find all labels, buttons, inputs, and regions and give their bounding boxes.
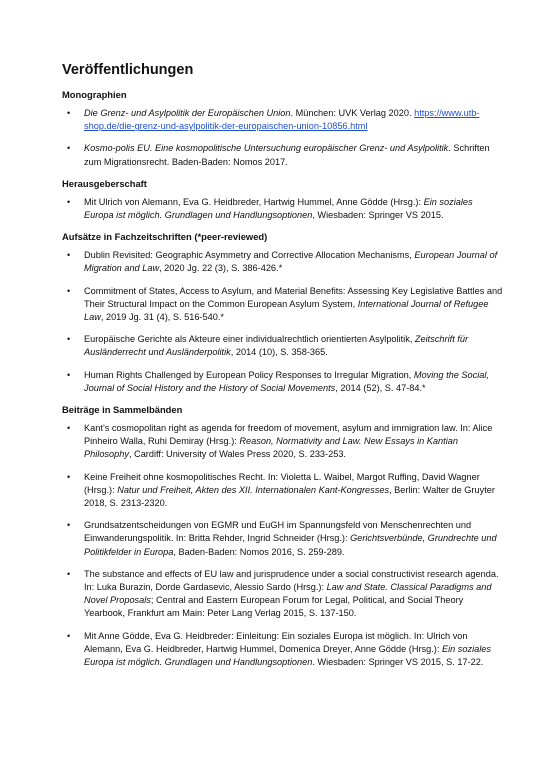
book-title: Reason, Normativity and Law. New Essays in Kantian Philosophy (84, 436, 458, 460)
citation-text: . München: UVK Verlag 2020. (290, 108, 415, 118)
citation-text: . Wiesbaden: Springer VS 2015, S. 17-22. (312, 657, 484, 668)
citation-text: Europäische Gerichte als Akteure einer individualrechtlich orientierten Asylpolitik, (84, 334, 415, 345)
publisher-link[interactable]: https://www.utb-shop.de/die-grenz-und-asylpolitik-der-europaischen-union-10856.html (84, 108, 480, 132)
list-item (62, 249, 503, 275)
citation-text: Commitment of States, Access to Asylum, and Material Benefits: Assessing Key Legislative Battles and Their Structural Impact on the Common European Asylum System, (84, 285, 503, 309)
list-item (62, 471, 503, 511)
list-item (62, 285, 503, 325)
list-item (62, 196, 503, 222)
journal-title: European Journal of Migration and Law (84, 250, 498, 274)
book-title: Natur und Freiheit, Akten des XII. Internationalen Kant-Kongresses (117, 484, 390, 495)
book-title: Kosmo-polis EU. Eine kosmopolitische Untersuchung europäischer Grenz- und Asylpolitik (84, 143, 449, 154)
list-item (62, 107, 503, 133)
book-title: Law and State. Classical Paradigms and Novel Proposals (84, 582, 492, 606)
list-item (62, 630, 503, 670)
citation-text: , 2020 Jg. 22 (3), S. 386-426.* (159, 263, 283, 274)
list-item (62, 422, 503, 462)
section-heading-monographien: Monographien (62, 89, 127, 100)
citation-text: Kant’s cosmopolitan right as agenda for freedom of movement, asylum and immigration law. In: Alice Pinheiro Walla, Ruhi Demiray (Hrsg.): (84, 423, 493, 447)
citation-text: The substance and effects of EU law and jurisprudence under a social constructivist research agenda. In: Luka Burazin, Dorde Gardasevic, Alessio Sardo (Hrsg.): (84, 568, 499, 593)
citation-text: Dublin Revisited: Geographic Asymmetry and Corrective Allocation Mechanisms, (84, 250, 415, 261)
book-title: Gerichtsverbünde, Grundrechte und Politikfelder in Europa (84, 533, 497, 557)
citation-text: Keine Freiheit ohne kosmopolitisches Recht. In: Violetta L. Waibel, Margot Ruffing, David Wagner (Hrsg.): (84, 471, 480, 495)
list-herausgeberschaft (62, 196, 503, 222)
journal-title: International Journal of Refugee Law (84, 298, 489, 323)
citation-text: , Baden-Baden: Nomos 2016, S. 259-289. (173, 546, 345, 557)
citation-text: , Berlin: Walter de Gruyter 2018, S. 2313-2320. (84, 484, 495, 509)
page-title: Veröffentlichungen (62, 62, 194, 78)
citation-text: Mit Anne Gödde, Eva G. Heidbreder: Einleitung: Ein soziales Europa ist möglich. In: Ulrich von Alemann, Eva G. Heidbreder, Hartwig Hummel, Domenica Dreyer, Anne Gödde (Hrsg.): (84, 630, 468, 654)
citation-text: ; Central and Eastern European Forum for Legal, Political, and Social Theory Yearbook, Frankfurt am Main: Peter Lang Verlag 2015, S. 137-150. (84, 595, 464, 619)
book-title: Ein soziales Europa ist möglich. Grundlagen und Handlungsoptionen (84, 643, 491, 668)
section-heading-aufsaetze: Aufsätze in Fachzeitschriften (*peer-reviewed) (62, 231, 268, 243)
citation-text: Human Rights Challenged by European Policy Responses to Irregular Migration, (84, 369, 414, 380)
section-heading-beitraege: Beiträge in Sammelbänden (62, 404, 183, 416)
list-beitraege (62, 422, 503, 669)
citation-text: , 2019 Jg. 31 (4), S. 516-540.* (100, 312, 224, 323)
book-title: Ein soziales Europa ist möglich. Grundlagen und Handlungsoptionen (84, 196, 473, 221)
book-title: Die Grenz- und Asylpolitik der Europäischen Union (84, 108, 291, 118)
citation-text: , 2014 (52), S. 47-84.* (335, 382, 426, 393)
journal-title: Zeitschrift für Ausländerrecht und Ausländerpolitik (84, 334, 469, 358)
list-item (62, 568, 503, 621)
list-item (62, 519, 503, 559)
citation-text: , Wiesbaden: Springer VS 2015. (312, 210, 444, 221)
list-monographien (62, 107, 503, 169)
journal-title: Moving the Social, Journal of Social History and the History of Social Movements (84, 369, 489, 393)
citation-text: , Cardiff: University of Wales Press 2020, S. 233-253. (128, 449, 346, 460)
list-aufsaetze (62, 249, 503, 395)
citation-text: , 2014 (10), S. 358-365. (230, 347, 328, 358)
list-item (62, 369, 503, 395)
list-item (62, 333, 503, 359)
section-heading-herausgeberschaft: Herausgeberschaft (62, 177, 147, 189)
citation-text: Grundsatzentscheidungen von EGMR und EuGH im Spannungsfeld von Menschenrechten und Einwanderungspolitik. In: Britta Rehder, Ingrid Schneider (Hrsg.): (84, 520, 472, 544)
citation-text: Mit Ulrich von Alemann, Eva G. Heidbreder, Hartwig Hummel, Anne Gödde (Hrsg.): (84, 196, 424, 207)
list-item (62, 142, 503, 168)
citation-text: . Schriften zum Migrationsrecht. Baden-Baden: Nomos 2017. (84, 143, 490, 167)
